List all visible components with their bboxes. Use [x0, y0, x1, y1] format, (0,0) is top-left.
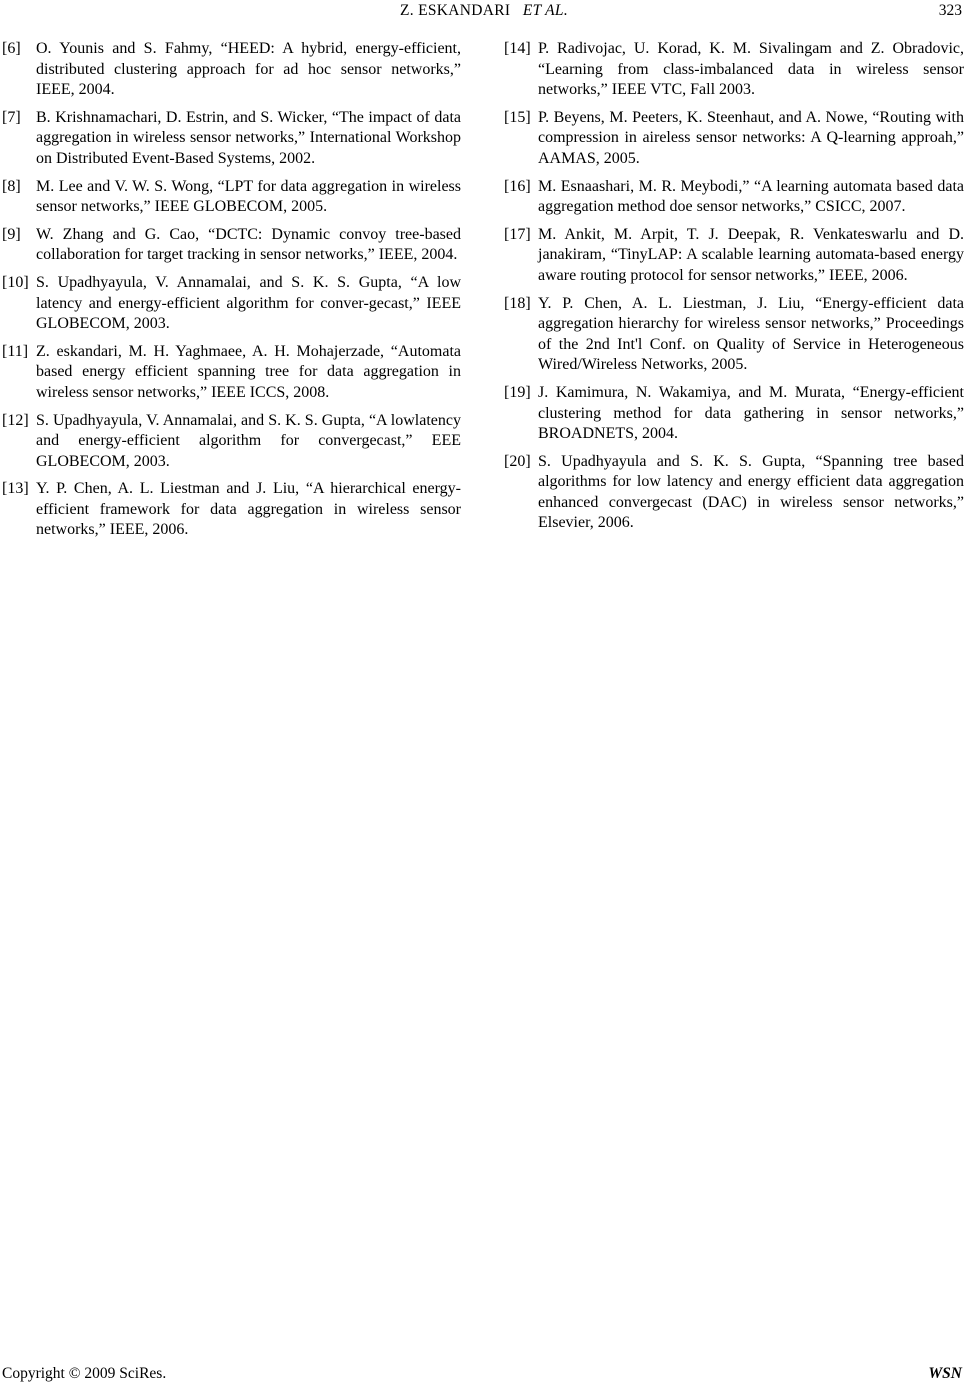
reference-item: [504, 39, 964, 101]
reference-number: [12]: [2, 411, 29, 429]
reference-number: [18]: [504, 294, 531, 312]
reference-text: W. Zhang and G. Cao, “DCTC: Dynamic convoy tree-based collaboration for target tracking in sensor networks,” IEEE, 2004.: [36, 225, 461, 264]
reference-number: [6]: [2, 40, 21, 57]
header-author-name: Z. ESKANDARI: [399, 2, 511, 19]
reference-text: B. Krishnamachari, D. Estrin, and S. Wicker, “The impact of data aggregation in wireless sensor networks,” International Workshop on Distributed Event-Based Systems, 2002.: [36, 108, 461, 167]
reference-item: [504, 452, 964, 534]
reference-number: [11]: [2, 342, 29, 360]
journal-abbreviation: WSN: [928, 1365, 962, 1382]
reference-text: M. Ankit, M. Arpit, T. J. Deepak, R. Venkateswarlu and D. janakiram, “TinyLAP: A scalable learning automata-based energy aware routing protocol for sensor networks,” IEEE, 2006.: [538, 225, 964, 284]
reference-number: [8]: [2, 177, 21, 195]
header-etal: ET AL.: [522, 2, 569, 19]
reference-item: [2, 39, 461, 101]
references-right-column: [504, 39, 964, 541]
reference-number: [17]: [504, 225, 531, 243]
reference-text: O. Younis and S. Fahmy, “HEED: A hybrid, energy-efficient, distributed clustering approach for ad hoc sensor networks,” IEEE, 2004.: [36, 40, 461, 99]
running-header: [0, 1, 968, 21]
reference-item: [2, 108, 461, 170]
reference-number: [16]: [504, 177, 531, 195]
page-footer: [0, 1364, 968, 1384]
reference-number: [19]: [504, 383, 531, 401]
reference-item: [504, 225, 964, 287]
reference-item: [2, 342, 461, 404]
reference-number: [10]: [2, 273, 29, 291]
reference-item: [504, 383, 964, 445]
header-authors: [0, 1, 968, 21]
reference-text: Y. P. Chen, A. L. Liestman, J. Liu, “Energy-efficient data aggregation hierarchy for wireless sensor networks,” Proceedings of the 2nd Int'l Conf. on Quality of Service in Heterogeneous Wired/Wireless Networks, 2005.: [538, 294, 964, 374]
reference-item: [2, 273, 461, 335]
reference-number: [14]: [504, 40, 531, 57]
reference-item: [504, 177, 964, 218]
reference-text: S. Upadhyayula and S. K. S. Gupta, “Spanning tree based algorithms for low latency and energy efficient data aggregation enhanced convergecast (DAC) in wireless sensor networks,” Elsevier, 2006.: [538, 452, 964, 532]
copyright-notice: Copyright © 2009 SciRes.: [2, 1365, 167, 1382]
reference-number: [15]: [504, 108, 531, 126]
reference-text: Y. P. Chen, A. L. Liestman and J. Liu, “A hierarchical energy-efficient framework for data aggregation in wireless sensor networks,” IEEE, 2006.: [36, 480, 461, 539]
reference-item: [2, 225, 461, 266]
reference-text: P. Beyens, M. Peeters, K. Steenhaut, and A. Nowe, “Routing with compression in aireless sensor networks: A Q-learning approah,” AAMAS, 2005.: [538, 108, 964, 167]
reference-item: [504, 108, 964, 170]
reference-number: [7]: [2, 108, 21, 126]
reference-number: [20]: [504, 452, 531, 470]
reference-text: M. Esnaashari, M. R. Meybodi,” “A learning automata based data aggregation method doe sensor networks,” CSICC, 2007.: [538, 177, 964, 216]
reference-item: [2, 177, 461, 218]
reference-text: J. Kamimura, N. Wakamiya, and M. Murata, “Energy-efficient clustering method for data gathering in sensor networks,” BROADNETS, 2004.: [538, 383, 964, 443]
references-left-column: [2, 39, 461, 548]
reference-item: [2, 411, 461, 473]
reference-text: P. Radivojac, U. Korad, K. M. Sivalingam and Z. Obradovic, “Learning from class-imbalanced data in wireless sensor networks,” IEEE VTC, Fall 2003.: [538, 40, 964, 99]
reference-text: Z. eskandari, M. H. Yaghmaee, A. H. Mohajerzade, “Automata based energy efficient spanning tree for data aggregation in wireless sensor networks,” IEEE ICCS, 2008.: [36, 342, 461, 401]
reference-item: [2, 479, 461, 541]
page-number: 323: [938, 2, 962, 19]
reference-number: [13]: [2, 480, 29, 498]
reference-item: [504, 294, 964, 376]
reference-number: [9]: [2, 225, 21, 243]
reference-text: S. Upadhyayula, V. Annamalai, and S. K. S. Gupta, “A lowlatency and energy-efficient algorithm for convergecast,” EEE GLOBECOM, 2003.: [36, 411, 461, 470]
reference-text: M. Lee and V. W. S. Wong, “LPT for data aggregation in wireless sensor networks,” IEEE GLOBECOM, 2005.: [36, 177, 461, 216]
reference-text: S. Upadhyayula, V. Annamalai, and S. K. S. Gupta, “A low latency and energy-efficient algorithm for conver-gecast,” IEEE GLOBECOM, 2003.: [36, 273, 461, 333]
